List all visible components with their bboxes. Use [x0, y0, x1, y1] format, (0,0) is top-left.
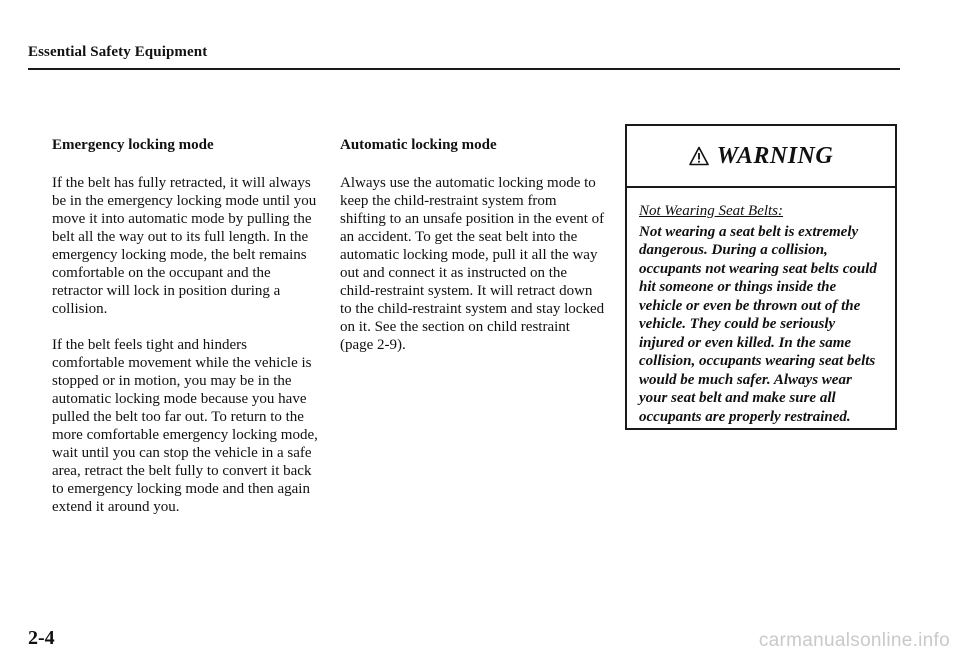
warning-triangle-icon: [689, 146, 709, 166]
warning-header: [627, 126, 895, 188]
automatic-locking-heading: Automatic locking mode: [340, 137, 497, 153]
header-divider: [28, 68, 900, 70]
automatic-locking-section: [340, 136, 605, 372]
warning-text: Not wearing a seat belt is extremely dangerous. During a collision, occupants not wearing seat belts could hit someone or things inside the vehicle or even be thrown out of the vehicle. They could be seriously injured or even killed. In the same collision, occupants wearing seat belts would be much safer. Always wear your seat belt and make sure all occupants are properly restrained.: [639, 223, 877, 425]
automatic-locking-paragraph: Always use the automatic locking mode to keep the child-restraint system from shifting to an unsafe position in the event of an accident. To get the seat belt into the automatic locking mode, pull it all the way out and connect it as instructed on the child-restraint system. It will retract down to the child-restraint system and stay locked on it. See the section on child restraint (page 2-9).: [340, 175, 605, 353]
warning-body: [627, 188, 895, 426]
warning-box: [625, 124, 897, 430]
warning-title: WARNING: [716, 142, 834, 169]
page-header-title: Essential Safety Equipment: [28, 44, 208, 60]
page-number: 2-4: [28, 627, 55, 649]
emergency-locking-paragraph-1: If the belt has fully retracted, it will always be in the emergency locking mode until you move it into automatic mode by pulling the belt all the way out to its full length. In the emergency locking mode, the belt remains comfortable on the occupant and the retractor will lock in position during a collision.: [52, 175, 317, 317]
warning-subtitle: Not Wearing Seat Belts:: [639, 203, 784, 219]
emergency-locking-heading: Emergency locking mode: [52, 137, 214, 153]
site-watermark: carmanualsonline.info: [758, 630, 950, 651]
emergency-locking-paragraph-2: If the belt feels tight and hinders comfortable movement while the vehicle is stopped or in motion, you may be in the automatic locking mode because you have pulled the belt too far out. To return to the more comfortable emergency locking mode, wait until you can stop the vehicle in a safe area, retract the belt fully to convert it back to emergency locking mode and then again extend it around you.: [52, 337, 318, 515]
emergency-locking-section: [52, 136, 322, 534]
